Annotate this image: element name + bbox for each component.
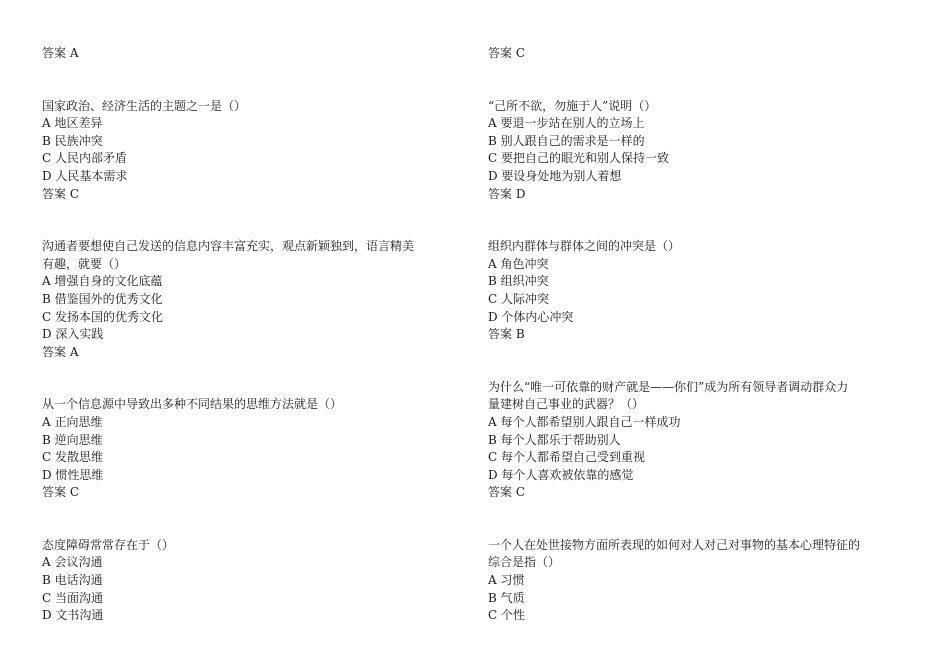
question-text: 沟通者要想使自己发送的信息内容丰富充实，观点新颖独到，语言精美: [42, 239, 415, 254]
question-text: 从一个信息源中导致出多种不同结果的思维方法就是（）: [42, 397, 343, 412]
option-a: A 习惯: [488, 573, 525, 588]
option-d: D 文书沟通: [42, 608, 104, 623]
question-text: “己所不欲，勿施于人”说明（）: [488, 98, 657, 113]
option-b: B 气质: [488, 590, 525, 605]
option-b: B 逆向思维: [42, 432, 103, 447]
option-c: C 当面沟通: [42, 590, 103, 605]
option-a: A 增强自身的文化底蕴: [42, 274, 163, 289]
question-block: [42, 396, 467, 502]
question-block: [42, 238, 467, 361]
answer-line: 答案 C: [42, 186, 79, 201]
option-b: B 借鉴国外的优秀文化: [42, 291, 163, 306]
option-b: B 每个人都乐于帮助别人: [488, 432, 621, 447]
question-block: [488, 379, 913, 502]
option-a: A 角色冲突: [488, 256, 549, 271]
question-text-cont: 综合是指（）: [488, 555, 561, 570]
option-b: B 电话沟通: [42, 573, 103, 588]
question-block: [488, 238, 913, 344]
option-d: D 人民基本需求: [42, 168, 128, 183]
option-d: D 惯性思维: [42, 467, 104, 482]
option-b: B 民族冲突: [42, 133, 103, 148]
question-block: [42, 98, 467, 204]
question-text: 国家政治、经济生活的主题之一是（）: [42, 98, 247, 113]
answer-line: 答案 B: [488, 327, 525, 342]
answer-line: 答案 D: [488, 186, 526, 201]
option-c: C 发散思维: [42, 450, 103, 465]
option-c: C 人民内部矛盾: [42, 151, 127, 166]
question-block: [42, 537, 467, 625]
answer-line: 答案 C: [488, 485, 525, 500]
question-text: 态度障碍常常存在于（）: [42, 537, 175, 552]
right-column: [488, 45, 913, 625]
answer-line: 答案 A: [42, 344, 79, 359]
question-text: 为什么“唯一可依靠的财产就是——你们”成为所有领导者调动群众力: [488, 379, 849, 394]
option-d: D 每个人喜欢被依靠的感觉: [488, 467, 634, 482]
question-text: 组织内群体与群体之间的冲突是（）: [488, 239, 681, 254]
option-a: A 每个人都希望别人跟自己一样成功: [488, 414, 681, 429]
option-c: C 人际冲突: [488, 291, 549, 306]
option-d: D 要设身处地为别人着想: [488, 168, 622, 183]
option-a: A 正向思维: [42, 414, 103, 429]
question-text-cont: 有趣，就要（）: [42, 256, 127, 271]
option-b: B 组织冲突: [488, 274, 549, 289]
question-block: [488, 537, 913, 625]
answer-line: 答案 C: [488, 46, 525, 60]
option-a: A 会议沟通: [42, 555, 103, 570]
answer-line: 答案 C: [42, 485, 79, 500]
option-c: C 要把自己的眼光和别人保持一致: [488, 151, 669, 166]
question-text-cont: 量建树自己事业的武器？（）: [488, 397, 645, 412]
option-b: B 别人跟自己的需求是一样的: [488, 133, 645, 148]
option-d: D 深入实践: [42, 327, 104, 342]
option-c: C 每个人都希望自己受到重视: [488, 450, 645, 465]
left-column: [42, 45, 467, 625]
question-block: [488, 98, 913, 204]
option-a: A 要退一步站在别人的立场上: [488, 116, 645, 131]
option-a: A 地区差异: [42, 116, 103, 131]
option-c: C 发扬本国的优秀文化: [42, 309, 163, 324]
option-c: C 个性: [488, 608, 525, 623]
question-text: 一个人在处世接物方面所表现的如何对人对己对事物的基本心理特征的: [488, 537, 861, 552]
answer-line: 答案 A: [42, 46, 79, 60]
option-d: D 个体内心冲突: [488, 309, 574, 324]
